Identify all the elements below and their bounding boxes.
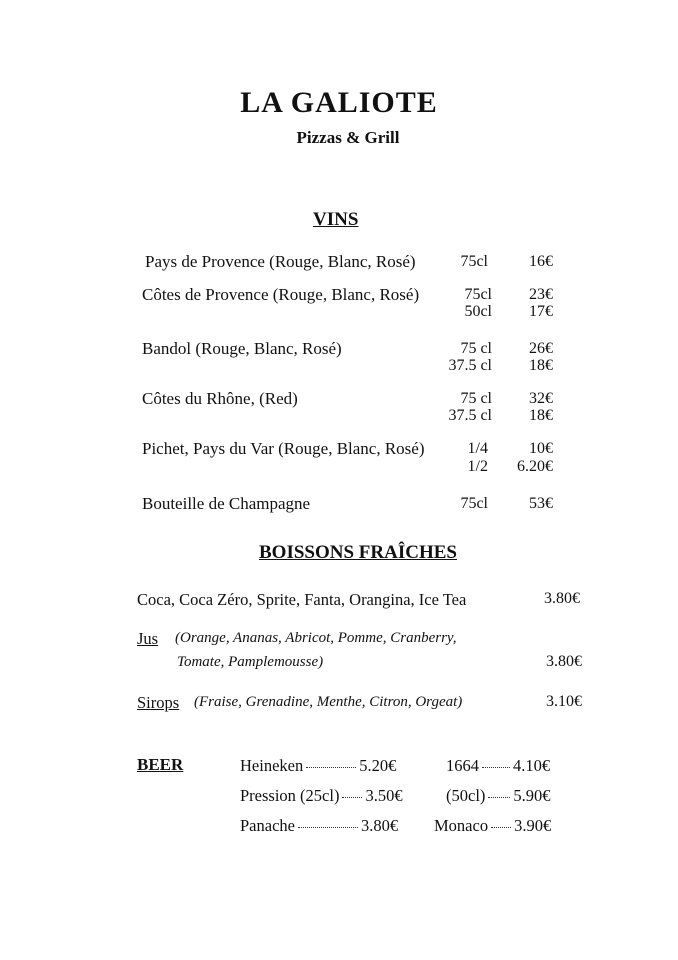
wine-volume: 50cl — [464, 303, 492, 320]
vins-heading: VINS — [313, 209, 359, 230]
beer-name: Heineken — [240, 756, 304, 775]
wine-price: 53€ — [529, 495, 553, 512]
dot-leader — [306, 767, 356, 768]
restaurant-name: LA GALIOTE — [240, 86, 438, 119]
wine-name: Pays de Provence (Rouge, Blanc, Rosé) — [145, 252, 416, 271]
beer-name: 1664 — [446, 756, 479, 775]
wine-price: 16€ — [529, 253, 553, 270]
beer-name: Monaco — [434, 816, 489, 835]
wine-name: Bandol (Rouge, Blanc, Rosé) — [142, 339, 342, 358]
wine-volume: 37.5 cl — [448, 357, 492, 374]
beer-price: 3.90€ — [514, 816, 552, 835]
beer-item — [446, 786, 551, 806]
sirops-detail: (Fraise, Grenadine, Menthe, Citron, Orgeat) — [194, 694, 463, 710]
jus-price: 3.80€ — [546, 653, 582, 670]
beer-name: (50cl) — [446, 786, 486, 805]
jus-detail-line1: (Orange, Ananas, Abricot, Pomme, Cranberry, — [175, 630, 457, 646]
wine-price: 23€ — [529, 286, 553, 303]
dot-leader — [298, 827, 358, 828]
wine-volume: 75 cl — [460, 390, 492, 407]
beer-name: Pression (25cl) — [240, 786, 340, 805]
wine-price: 10€ — [529, 440, 553, 457]
soda-price: 3.80€ — [544, 590, 580, 607]
beer-item — [240, 786, 403, 806]
boissons-heading: BOISSONS FRAÎCHES — [259, 542, 457, 563]
beer-price: 3.80€ — [360, 816, 399, 835]
beer-heading: BEER — [137, 755, 184, 774]
wine-price: 6.20€ — [517, 458, 553, 475]
wine-name: Côtes du Rhône, (Red) — [142, 389, 298, 408]
wine-volume: 75cl — [460, 495, 488, 512]
dot-leader — [491, 827, 511, 828]
wine-volume: 75cl — [460, 253, 488, 270]
wine-price: 26€ — [529, 340, 553, 357]
beer-item — [240, 756, 396, 776]
beer-price: 4.10€ — [513, 756, 551, 775]
beer-price: 5.20€ — [359, 756, 397, 775]
jus-detail-line2: Tomate, Pamplemousse) — [177, 654, 324, 670]
wine-price: 17€ — [529, 303, 553, 320]
sirops-price: 3.10€ — [546, 693, 582, 710]
wine-volume: 1/2 — [467, 458, 488, 475]
sirops-label: Sirops — [137, 693, 180, 712]
beer-price: 3.50€ — [365, 786, 403, 805]
dot-leader — [488, 797, 510, 798]
wine-volume: 37.5 cl — [448, 407, 492, 424]
wine-name: Pichet, Pays du Var (Rouge, Blanc, Rosé) — [142, 439, 425, 458]
wine-price: 18€ — [529, 357, 553, 374]
beer-item — [446, 756, 550, 776]
beer-name: Panache — [240, 816, 295, 835]
wine-price: 32€ — [529, 390, 553, 407]
wine-name: Bouteille de Champagne — [142, 494, 311, 513]
jus-label: Jus — [137, 629, 159, 648]
wine-volume: 1/4 — [467, 440, 488, 457]
dot-leader — [342, 797, 362, 798]
restaurant-subtitle: Pizzas & Grill — [296, 128, 400, 147]
wine-volume: 75cl — [464, 286, 492, 303]
beer-item — [240, 816, 398, 836]
dot-leader — [482, 767, 510, 768]
wine-volume: 75 cl — [460, 340, 492, 357]
wine-name: Côtes de Provence (Rouge, Blanc, Rosé) — [142, 285, 420, 304]
beer-price: 5.90€ — [513, 786, 551, 805]
soda-list: Coca, Coca Zéro, Sprite, Fanta, Orangina, Ice Tea — [137, 590, 467, 609]
wine-price: 18€ — [529, 407, 553, 424]
beer-item — [434, 816, 551, 836]
